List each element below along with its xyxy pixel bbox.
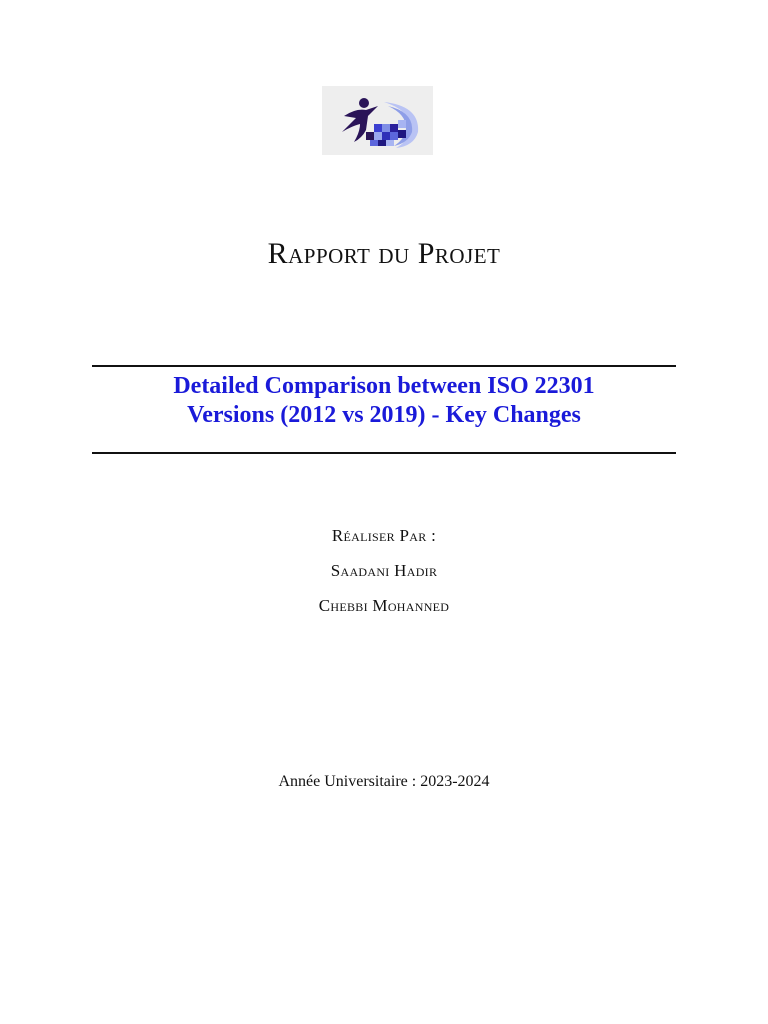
subject-title <box>92 372 676 430</box>
subject-title-line-2: Versions (2012 vs 2019) - Key Changes <box>187 402 581 428</box>
title-top-rule <box>92 365 676 367</box>
report-title: Rapport du Projet <box>267 237 501 270</box>
authors-label: Réaliser Par : <box>331 526 437 545</box>
author-name-2: Chebbi Mohanned <box>318 596 450 615</box>
author-name-1: Saadani Hadir <box>330 561 438 580</box>
academic-year: Année Universitaire : 2023-2024 <box>278 773 490 790</box>
title-bottom-rule <box>92 452 676 454</box>
institution-logo-icon <box>322 86 433 155</box>
subject-title-line-1: Detailed Comparison between ISO 22301 <box>173 373 595 399</box>
institution-logo <box>322 86 433 155</box>
